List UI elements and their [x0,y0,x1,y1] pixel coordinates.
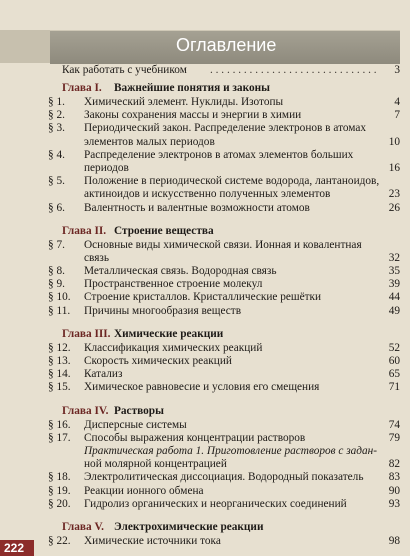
toc-entry-text: Дисперсные системы [84,418,187,431]
toc-page-number: 16 [388,161,400,174]
toc-entry-text: Катализ [84,368,123,381]
chapter-gap [48,511,400,521]
toc-page-number: 52 [388,341,400,354]
chapter-heading [48,328,400,342]
toc-section-number: § 5. [48,175,65,188]
chapter-gap [48,318,400,328]
toc-entry-line [48,96,400,109]
toc-entry-text: ной молярной концентрацией [84,458,227,471]
toc-page-number: 39 [388,278,400,291]
toc-page-number: 49 [388,304,400,317]
toc-entry-text: Скорость химических реакций [84,355,232,367]
toc-section-number: § 18. [48,471,71,484]
page-number: 222 [4,541,25,555]
chapter-gap [48,215,400,225]
toc-section-number: § 12. [48,341,71,354]
toc-entry-text: Практическая работа 1. Приготовление растворов с задан- [84,444,377,457]
chapter-heading [48,405,400,419]
toc-page-number: 90 [388,484,400,497]
chapter-name: Строение вещества [114,224,214,237]
toc-entry-line [48,458,400,471]
chapter-label: Глава V. [62,520,104,533]
toc-entry-line [48,355,400,368]
toc-section-number: § 1. [48,96,65,108]
toc-section-number: § 17. [48,431,71,444]
toc-entry-line [48,368,400,381]
chapter-heading [48,82,400,96]
toc-entry-text: Химическое равновесие и условия его смещения [84,381,320,394]
toc-page-number: 79 [388,431,400,444]
toc-entry-line [48,175,400,188]
toc-entry-line [48,122,400,135]
toc-entry-line [48,291,400,304]
toc-section-number: § 15. [48,381,71,394]
toc-entry-text: Законы сохранения массы и энергии в химии [84,109,302,122]
chapter-name: Растворы [114,404,164,417]
toc-page-number: 93 [388,497,400,510]
toc-section-number: § 14. [48,368,71,381]
toc-entry-text: Способы выражения концентрации растворов [84,431,306,444]
toc-entry-line [48,445,400,458]
toc-page-number: 10 [388,135,400,148]
toc-page-number: 23 [388,188,400,201]
toc-entry-text: периодов [84,161,129,174]
title-band [50,30,400,64]
toc-entry-text: Металлическая связь. Водородная связь [84,265,277,278]
toc-entry-text: Валентность и валентные возможности атомов [84,201,310,214]
toc-entry-text: Периодический закон. Распределение электронов в атомах [84,122,367,135]
toc-page-number: 83 [388,471,400,484]
toc-section-number: § 7. [48,238,65,251]
toc-entry-line [48,432,400,445]
toc-section-number: § 9. [48,278,65,291]
toc-entry-text: Химические источники тока [84,534,221,547]
toc-section-number: § 20. [48,497,71,510]
chapter-heading [48,521,400,535]
toc-entry-text: Классификация химических реакций [84,341,263,354]
toc-entry-line [48,535,400,548]
page-title: Оглавление [176,35,277,55]
toc-entry-text: связь [84,251,110,264]
toc-entry-line [48,419,400,432]
toc-entry-line [48,381,400,394]
toc-entry-text: элементов малых периодов [84,135,215,148]
toc-page-number: 82 [388,458,400,471]
toc-section-number: § 6. [48,201,65,214]
toc-entry-line [48,136,400,149]
toc-section-number: § 16. [48,418,71,431]
toc-entry-line [48,498,400,511]
chapter-name: Электрохимические реакции [114,520,264,533]
table-of-contents [48,64,400,548]
toc-entry-text: Положение в периодической системе водорода, лантаноидов, [84,175,380,188]
toc-entry-text: Причины многообразия веществ [84,304,242,317]
toc-entry-line [48,485,400,498]
toc-entry-line [48,278,400,291]
toc-entry-line [48,265,400,278]
toc-entry-text: Химический элемент. Нуклиды. Изотопы [84,96,284,108]
toc-page-number: 65 [388,368,400,381]
toc-page-number: 44 [388,291,400,304]
chapter-label: Глава IV. [62,404,109,417]
toc-page-number: 32 [388,251,400,264]
toc-section-number: § 2. [48,109,65,122]
toc-section-number: § 22. [48,534,71,547]
chapter-name: Химические реакции [114,327,224,340]
toc-section-number: § 10. [48,291,71,304]
toc-page-number: 98 [388,534,400,547]
toc-entry-text: Гидролиз органических и неорганических соединений [84,497,347,510]
page-number-box [0,540,34,556]
toc-entry-text: Строение кристаллов. Кристаллические решётки [84,291,322,304]
chapter-heading [48,225,400,239]
toc-page-number: 60 [388,355,400,367]
toc-entry-line [48,342,400,355]
toc-page-number: 7 [394,109,400,122]
chapter-gap [48,395,400,405]
chapter-label: Глава I. [62,82,102,94]
toc-entry-text: Реакции ионного обмена [84,484,204,497]
toc-page-number: 71 [388,381,400,394]
toc-page-number: 26 [388,201,400,214]
toc-section-number: § 13. [48,355,71,367]
toc-section-number: § 19. [48,484,71,497]
toc-entry-text: Пространственное строение молекул [84,278,263,291]
toc-entry-line [48,109,400,122]
chapter-label: Глава III. [62,327,111,340]
toc-intro-dots: . . . . . . . . . . . . . . . . . . . . . . . . . . . . . . [210,64,377,76]
toc-entry-text: Распределение электронов в атомах элементов больших [84,148,354,161]
toc-page-number: 4 [394,96,400,108]
toc-entry-text: актиноидов и искусственно полученных элементов [84,188,331,201]
toc-entry-line [48,149,400,162]
toc-section-number: § 8. [48,265,65,278]
chapter-label: Глава II. [62,224,107,237]
toc-entry-line [48,162,400,175]
chapter-name: Важнейшие понятия и законы [114,82,270,94]
toc-section-number: § 11. [48,304,71,317]
toc-section-number: § 3. [48,122,65,135]
toc-entry-line [48,239,400,252]
toc-section-number: § 4. [48,148,65,161]
toc-intro-label: Как работать с учебником [62,64,187,76]
title-band-left [0,30,50,63]
toc-intro-page: 3 [394,64,400,76]
toc-entry-line [48,471,400,484]
toc-intro [48,64,400,78]
toc-entry-text: Основные виды химической связи. Ионная и ковалентная [84,238,362,251]
toc-entry-line [48,188,400,201]
toc-entry-line [48,252,400,265]
toc-page-number: 74 [388,418,400,431]
toc-entry-line [48,305,400,318]
toc-page-number: 35 [388,265,400,278]
toc-entry-text: Электролитическая диссоциация. Водородный показатель [84,471,364,484]
toc-entry-line [48,202,400,215]
